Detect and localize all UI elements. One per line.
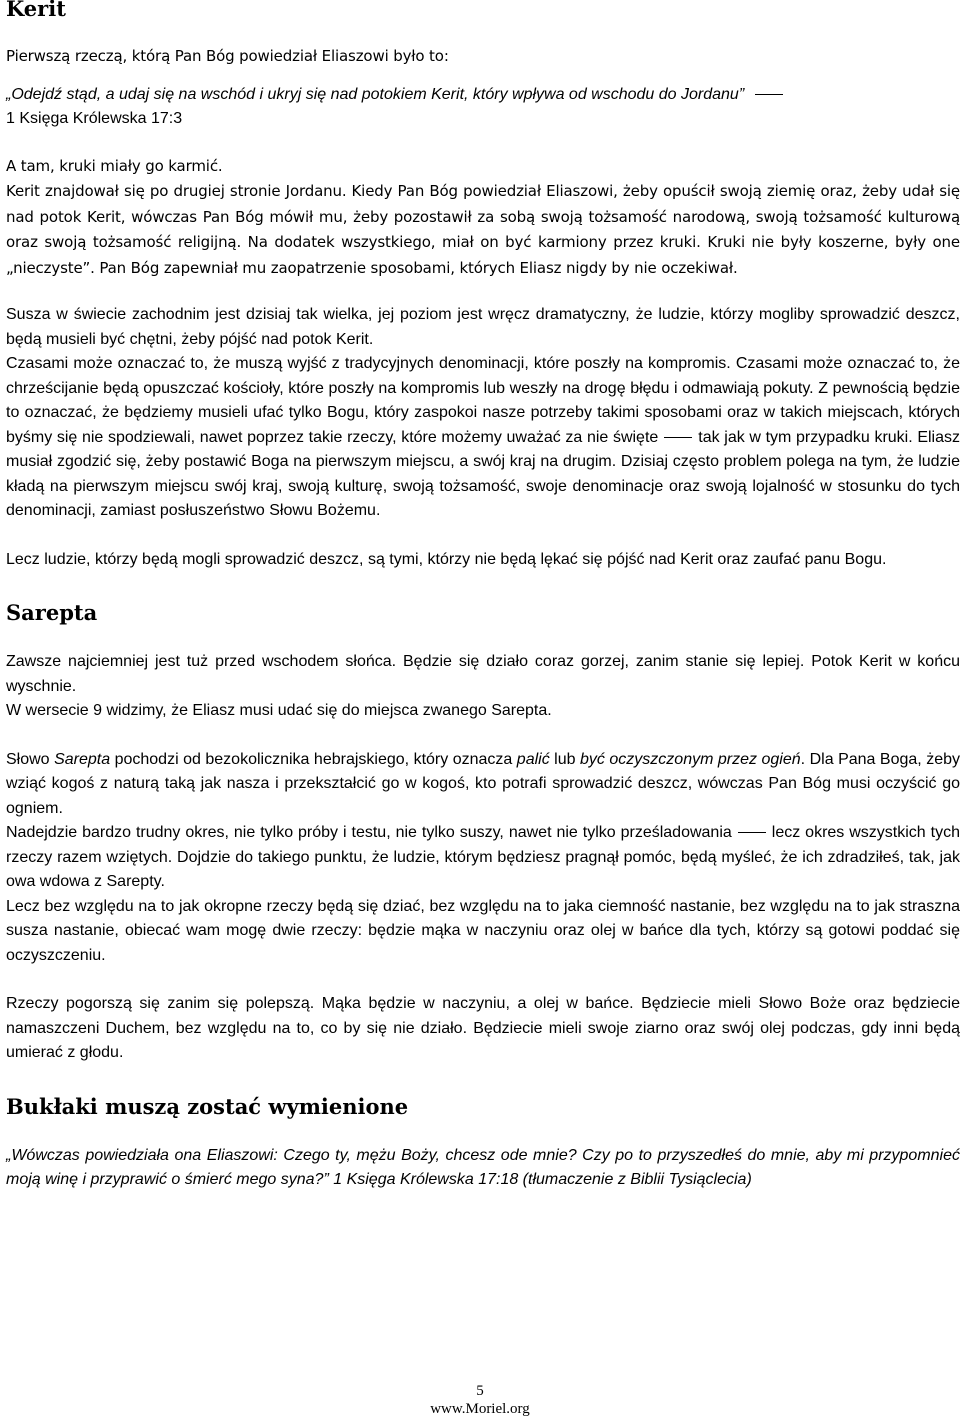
text-line: A tam, kruki miały go karmić. — [6, 156, 223, 175]
text-line: Kerit znajdował się po drugiej stronie Jordanu. — [6, 182, 347, 200]
text-run: pochodzi od bezokolicznika hebrajskiego, który oznacza — [110, 750, 517, 768]
italic-term: Sarepta — [54, 750, 111, 768]
quote-reference: 1 Księga Królewska 17:18 (tłumaczenie z Biblii Tysiąclecia) — [333, 1171, 752, 1188]
text-run: Zawsze najciemniej jest tuż przed wschodem słońca. Będzie się działo coraz gorzej, zanim stanie się lepiej. Potok Kerit w końcu wyschnie. — [6, 653, 960, 695]
paragraph: Lecz ludzie, którzy będą mogli sprowadzić deszcz, są tymi, którzy nie będą lękać się pójść nad Kerit oraz zaufać panu Bogu. — [6, 550, 887, 568]
document-page — [6, 0, 960, 1193]
text-run: Kiedy Pan Bóg powiedział Eliaszowi, żeby opuścił swoją ziemię oraz, żeby udał się nad potok Kerit, wówczas Pan Bóg mówił mu, żeby pozostawił za sobą swoją tożsamość narodową, swoją tożsamość kulturową oraz swoją tożsamość religijną. Na dodatek wszystkiego, miał on być karmiony przez kruki. Kruki nie były koszerne, były one „nieczyste”. Pan Bóg zapewniał mu zaopatrzenie sposobami, których Eliasz nigdy by nie oczekiwał. — [6, 182, 960, 277]
dash-separator — [738, 832, 766, 833]
heading-kerit: Kerit — [6, 0, 66, 21]
heading-buklaki: Bukłaki muszą zostać wymienione — [6, 1093, 409, 1119]
paragraph — [6, 154, 960, 282]
website-url: www.Moriel.org — [430, 1401, 530, 1417]
text-run: Nadejdzie bardzo trudny okres, nie tylko próby i testu, nie tylko suszy, nawet nie tylko prześladowania — [6, 824, 732, 841]
text-run: lub — [549, 750, 581, 768]
italic-term: palić — [516, 750, 550, 768]
text-run: tak jak w tym przypadku kruki. Eliasz musiał zgodzić się, żeby postawić Boga na pierwszym miejscu, a swój kraj na drugim. Dzisiaj często problem polega na tym, że ludzie kładą na pierwszym miejscu swój kraj, swoją kulturę, swoją tożsamość, swoje denominacje oraz swoją lojalność w stosunku do tych denominacji, zamiast posłuszeństwo Słowu Bożemu. — [6, 428, 960, 519]
text-run: lecz okres wszystkich tych rzeczy razem wziętych. Dojdzie do takiego punktu, że ludzie, którym będziesz pragnął pomóc, będą myśleć, że ich zdradziłeś, tak, jak owa wdowa z Sarepty. — [6, 824, 960, 890]
paragraph: Susza w świecie zachodnim jest dzisiaj tak wielka, jej poziom jest wręcz dramatyczny, że ludzie, którzy mogliby sprowadzić deszcz, będą musieli być chętni, żeby pójść nad potok Kerit. — [6, 306, 960, 348]
text-run: Czasami może oznaczać to, że muszą wyjść z tradycyjnych denominacji, które poszły na kompromis. Czasami może oznaczać to, że chrześcijanie będą opuszczać kościoły, które poszły na kompromis lub weszły na drogę błędu i odmawiają pokuty. Z pewnością będzie to oznaczać, że będziemy musieli ufać tylko Bogu, który zaspokoi nasze potrzeby takimi sposobami oraz w takich miejscach, których byśmy się nie spodziewali, nawet poprzez takie rzeczy, które możemy uważać za nie święte — [6, 355, 960, 446]
text-run: Słowo — [6, 750, 55, 768]
heading-sarepta: Sarepta — [6, 600, 98, 625]
paragraph — [6, 650, 960, 724]
paragraph — [6, 821, 960, 895]
paragraph — [6, 748, 960, 822]
text-run: . Dla Pana Boga, żeby wziąć kogoś z naturą taką jak nasza i przekształcić go w kogoś, kto potrafi sprowadzić deszcz, wówczas Pan Bóg musi oczyścić go ogniem. — [6, 750, 960, 817]
quote-text: „Wówczas powiedziała ona Eliaszowi: Czego ty, mężu Boży, chcesz ode mnie? Czy po to przyszedłeś do mnie, aby mi przypomnieć moją winę i przyprawić o śmierć mego syna?” — [6, 1146, 960, 1188]
dash-separator — [664, 437, 692, 438]
text-run: W wersecie 9 widzimy, że Eliasz musi udać się do miejsca zwanego Sarepta. — [6, 702, 552, 719]
intro-paragraph: Pierwszą rzeczą, którą Pan Bóg powiedział Eliaszowi było to: — [6, 47, 449, 65]
dash-separator — [755, 94, 783, 95]
paragraph: Lecz bez względu na to jak okropne rzeczy będą się dziać, bez względu na to jaka ciemność nastanie, bez względu na to jak straszna susza nastanie, obiecać wam mogę dwie rzeczy: będzie mąka w naczyniu oraz olej w bańce dla tych, którzy są gotowi poddać się oczyszczeniu. — [6, 897, 960, 964]
page-footer — [0, 1382, 960, 1418]
scripture-quote — [6, 1144, 960, 1193]
quote-reference: 1 Księga Królewska 17:3 — [6, 110, 183, 127]
paragraph — [6, 352, 960, 524]
quote-text: „Odejdź stąd, a udaj się na wschód i ukryj się nad potokiem Kerit, który wpływa od wschodu do Jordanu” — [6, 85, 745, 103]
italic-term: być oczyszczonym przez ogień — [580, 750, 801, 768]
paragraph: Rzeczy pogorszą się zanim się polepszą. Mąka będzie w naczyniu, a olej w bańce. Będziecie mieli Słowo Boże oraz będziecie namaszczeni Duchem, bez względu na to, co by się nie działo. Będziecie mieli swoje ziarno oraz swój olej podczas, gdy inni będą umierać z głodu. — [6, 995, 960, 1061]
page-number: 5 — [476, 1383, 484, 1399]
scripture-quote — [6, 83, 960, 132]
